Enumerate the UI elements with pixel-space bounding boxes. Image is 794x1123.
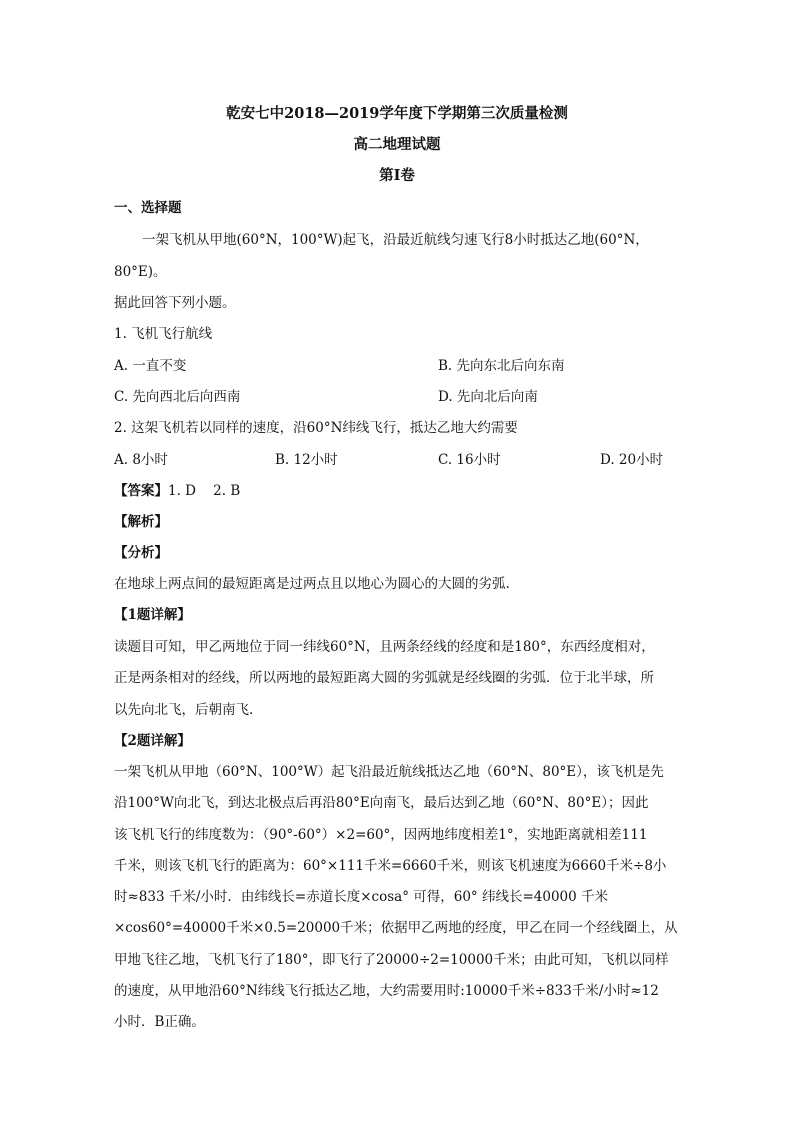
detail-2-line: 千米，则该飞机飞行的距离为：60°×111千米=6660千米，则该飞机速度为6660千米÷8小: [114, 858, 667, 874]
q1-option-c: C. 先向西北后向西南: [114, 389, 241, 405]
question-2: 2. 这架飞机若以同样的速度，沿60°N纬线飞行，抵达乙地大约需要: [114, 420, 518, 436]
detail-2-line: 小时．B正确。: [114, 1014, 205, 1030]
q1-option-d: D. 先向北后向南: [438, 389, 538, 405]
answer-label: 【答案】: [114, 483, 168, 499]
stem-line-2: 80°E)。: [114, 264, 167, 280]
section-heading: 一、选择题: [114, 200, 182, 216]
analysis-label: 【分析】: [114, 545, 168, 561]
q2-option-c: C. 16小时: [438, 452, 501, 468]
analysis-text: 在地球上两点间的最短距离是过两点且以地心为圆心的大圆的劣弧.: [114, 576, 510, 592]
detail-1-line: 读题目可知，甲乙两地位于同一纬线60°N，且两条经线的经度和是180°，东西经度相对，: [114, 639, 655, 655]
stem-line-1: 一架飞机从甲地(60°N，100°W)起飞，沿最近航线匀速飞行8小时抵达乙地(60°N，: [142, 232, 649, 248]
question-1: 1. 飞机飞行航线: [114, 326, 213, 342]
detail-2-line: 沿100°W向北飞，到达北极点后再沿80°E向南飞，最后达到乙地（60°N、80°E）；因此: [114, 795, 649, 811]
detail-2-line: 时≈833 千米/小时．由纬线长=赤道长度×cosa° 可得，60° 纬线长=40000 千米: [114, 889, 609, 905]
explain-label: 【解析】: [114, 514, 168, 530]
q2-option-d: D. 20小时: [600, 452, 664, 468]
q1-option-a: A. 一直不变: [114, 358, 187, 374]
q2-option-b: B. 12小时: [275, 452, 338, 468]
stem-prompt: 据此回答下列小题。: [114, 295, 236, 311]
answer-text: 1. D 2. B: [168, 483, 241, 499]
exam-title: 乾安七中2018—2019学年度下学期第三次质量检测: [226, 105, 568, 122]
detail-1-line: 以先向北飞，后朝南飞.: [114, 702, 254, 718]
exam-subtitle: 高二地理试题: [353, 136, 441, 153]
detail-2-line: 甲地飞往乙地，飞机飞行了180°，即飞行了20000÷2=10000千米；由此可知，飞机以同样: [114, 952, 669, 968]
detail-1-label: 【1题详解】: [114, 607, 191, 623]
detail-2-line: 该飞机飞行的纬度数为：（90°-60°）×2=60°，因两地纬度相差1°，实地距离就相差111: [114, 827, 648, 843]
answer-line: [114, 479, 240, 499]
detail-2-label: 【2题详解】: [114, 733, 191, 749]
volume-label: 第Ⅰ卷: [379, 167, 415, 184]
q2-option-a: A. 8小时: [114, 452, 168, 468]
detail-1-line: 正是两条相对的经线，所以两地的最短距离大圆的劣弧就是经线圈的劣弧．位于北半球，所: [114, 670, 654, 686]
detail-2-line: 的速度，从甲地沿60°N纬线飞行抵达乙地，大约需要用时:10000千米÷833千米/小时≈12: [114, 983, 659, 999]
detail-2-line: 一架飞机从甲地（60°N、100°W）起飞沿最近航线抵达乙地（60°N、80°E），该飞机是先: [114, 764, 664, 780]
detail-2-line: ×cos60°=40000千米×0.5=20000千米；依据甲乙两地的经度，甲乙在同一个经线圈上，从: [114, 920, 678, 936]
q1-option-b: B. 先向东北后向东南: [438, 358, 565, 374]
